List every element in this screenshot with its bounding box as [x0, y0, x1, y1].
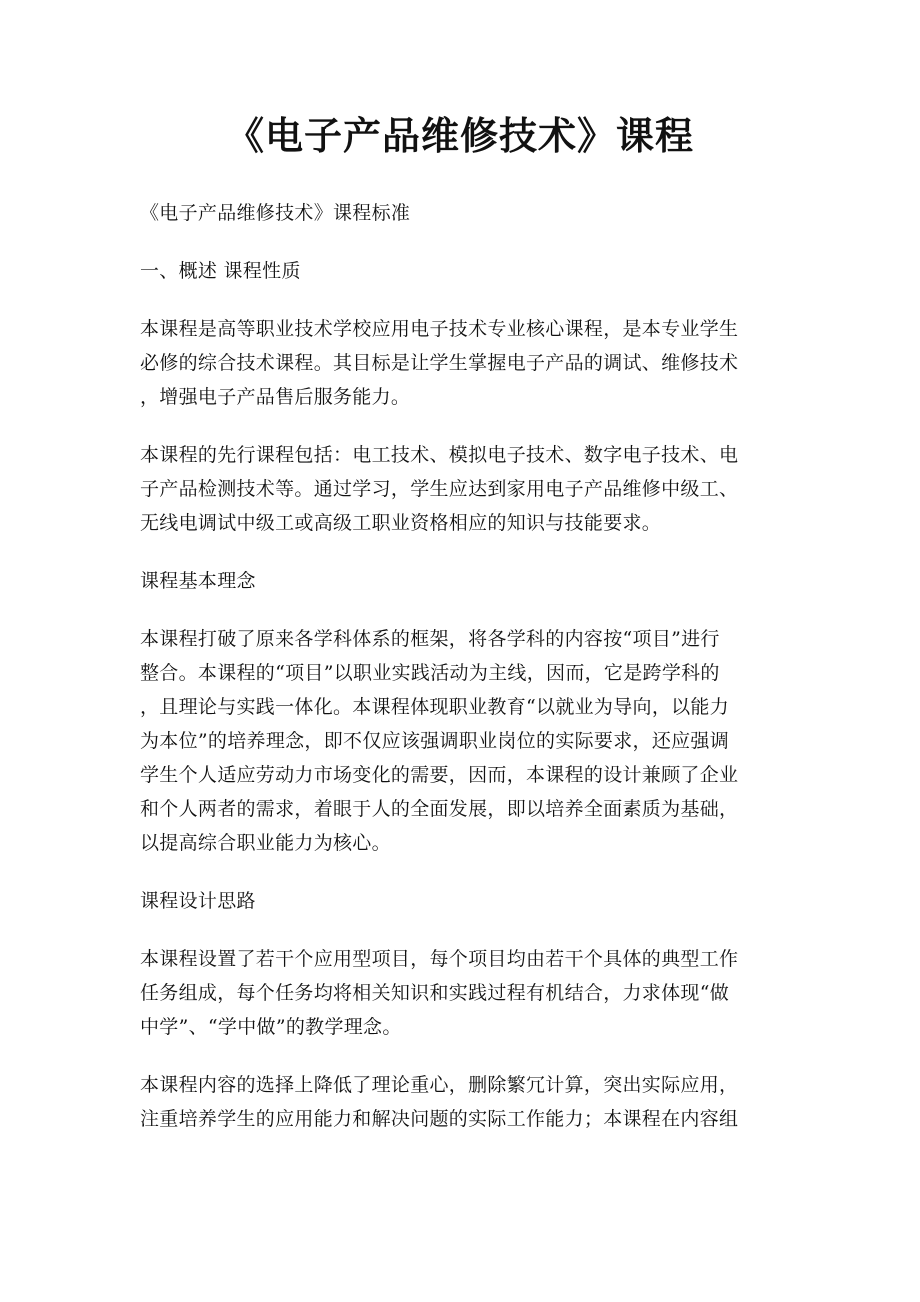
text-line: 本课程设置了若干个应用型项目，每个项目均由若干个具体的典型工作 — [140, 948, 739, 970]
section-heading-overview — [140, 254, 782, 288]
document-title: 《电子产品维修技术》课程 — [225, 113, 694, 158]
paragraph-content-selection — [140, 1068, 782, 1136]
text-line: 必修的综合技术课程。其目标是让学生掌握电子产品的调试、维修技术 — [140, 352, 739, 374]
text-line: 一、概述 课程性质 — [140, 260, 301, 282]
section-heading-design — [140, 884, 782, 918]
text-line: 整合。本课程的“项目”以职业实践活动为主线，因而，它是跨学科的 — [140, 662, 720, 684]
text-line: ，且理论与实践一体化。本课程体现职业教育“以就业为导向，以能力 — [140, 696, 730, 718]
paragraph-design — [140, 942, 782, 1044]
text-line: 学生个人适应劳动力市场变化的需要，因而，本课程的设计兼顾了企业 — [140, 764, 739, 786]
text-line: 子产品检测技术等。通过学习，学生应达到家用电子产品维修中级工、 — [140, 478, 739, 500]
text-line: 注重培养学生的应用能力和解决问题的实际工作能力；本课程在内容组 — [140, 1108, 739, 1130]
paragraph-subtitle — [140, 196, 782, 230]
text-line: 本课程的先行课程包括：电工技术、模拟电子技术、数字电子技术、电 — [140, 444, 739, 466]
text-line: 以提高综合职业能力为核心。 — [140, 832, 391, 854]
text-line: 和个人两者的需求，着眼于人的全面发展，即以培养全面素质为基础， — [140, 798, 739, 820]
paragraph-course-nature — [140, 312, 782, 414]
text-line: 《电子产品维修技术》课程标准 — [140, 202, 411, 224]
text-line: 本课程是高等职业技术学校应用电子技术专业核心课程，是本专业学生 — [140, 318, 739, 340]
text-line: 为本位”的培养理念，即不仅应该强调职业岗位的实际要求，还应强调 — [140, 730, 730, 752]
text-line: 本课程内容的选择上降低了理论重心，删除繁冗计算，突出实际应用， — [140, 1074, 739, 1096]
section-heading-philosophy — [140, 564, 782, 598]
text-line: 本课程打破了原来各学科体系的框架，将各学科的内容按“项目”进行 — [140, 628, 720, 650]
paragraph-prerequisites — [140, 438, 782, 540]
document-body — [140, 196, 782, 1160]
text-line: 任务组成，每个任务均将相关知识和实践过程有机结合，力求体现“做 — [140, 982, 730, 1004]
text-line: ，增强电子产品售后服务能力。 — [140, 386, 411, 408]
text-line: 课程基本理念 — [140, 570, 256, 592]
paragraph-philosophy — [140, 622, 782, 860]
text-line: 课程设计思路 — [140, 890, 256, 912]
text-line: 中学”、“学中做”的教学理念。 — [140, 1016, 402, 1038]
text-line: 无线电调试中级工或高级工职业资格相应的知识与技能要求。 — [140, 512, 662, 534]
